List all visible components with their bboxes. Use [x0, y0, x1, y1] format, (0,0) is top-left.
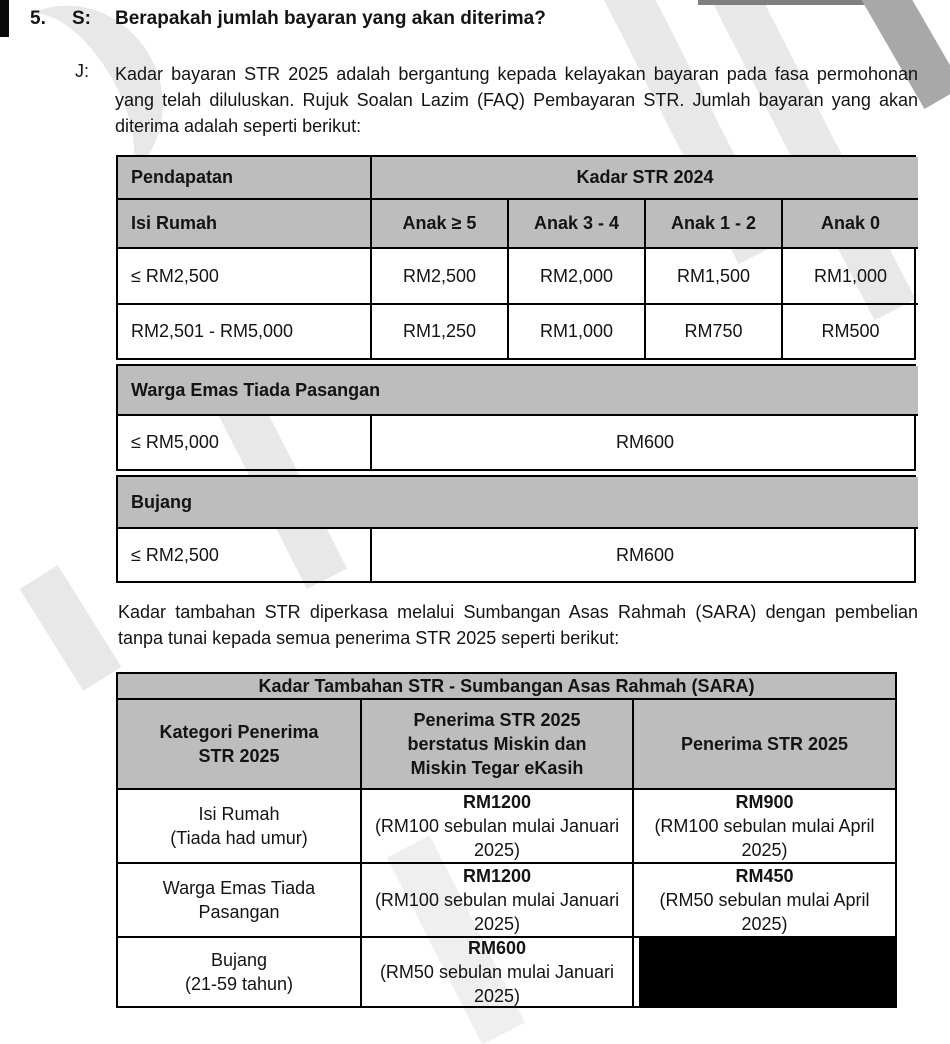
- table1-value-cell: RM1,250: [370, 303, 507, 358]
- table1-header-pendapatan: Pendapatan: [118, 157, 370, 198]
- question-text: Berapakah jumlah bayaran yang akan diterima?: [115, 8, 546, 29]
- table2-category-cell: [118, 788, 360, 862]
- redaction-box: [639, 938, 897, 1008]
- table2-header-ekasih: Penerima STR 2025 berstatus Miskin dan Miskin Tegar eKasih: [360, 698, 632, 788]
- table1-header-kadar: Kadar STR 2024: [370, 157, 918, 198]
- table1-income-cell: ≤ RM2,500: [118, 247, 370, 303]
- answer-label: J:: [75, 61, 90, 81]
- table1-income-cell: RM2,501 - RM5,000: [118, 303, 370, 358]
- item-number: 5.: [30, 8, 46, 29]
- amount-note: (RM50 sebulan mulai April 2025): [659, 890, 870, 934]
- category-note: (21-59 tahun): [184, 974, 294, 994]
- amount-note: (RM50 sebulan mulai Januari 2025): [379, 962, 615, 1006]
- category-name: Bujang: [210, 950, 268, 970]
- table2-ekasih-cell: [360, 862, 632, 936]
- table1-value-cell: RM1,000: [781, 247, 918, 303]
- table1-value-cell: RM750: [644, 303, 781, 358]
- sara-intro-text: Kadar tambahan STR diperkasa melalui Sumbangan Asas Rahmah (SARA) dengan pembelian tanpa tunai kepada semua penerima STR 2025 seperti berikut:: [118, 602, 918, 648]
- table2-header-category: Kategori Penerima STR 2025: [118, 698, 360, 788]
- table1-subheader-isi-rumah: Isi Rumah: [118, 198, 370, 247]
- table1-income-cell: ≤ RM5,000: [118, 414, 370, 469]
- table2-all-cell: [632, 788, 895, 862]
- table2-header-all: Penerima STR 2025: [632, 698, 895, 788]
- table1-value-cell: RM600: [370, 527, 918, 581]
- table1-value-cell: RM2,500: [370, 247, 507, 303]
- str-2024-rate-table: [116, 155, 916, 583]
- table1-value-cell: RM1,000: [507, 303, 644, 358]
- table1-value-cell: RM600: [370, 414, 918, 469]
- table2-category-cell: [118, 862, 360, 936]
- table2-redacted-cell: [632, 936, 895, 1006]
- amount: RM450: [735, 866, 794, 886]
- table2-ekasih-cell: [360, 936, 632, 1006]
- amount: RM900: [735, 792, 794, 812]
- table1-value-cell: RM2,000: [507, 247, 644, 303]
- table2-category-cell: [118, 936, 360, 1006]
- answer-text: Kadar bayaran STR 2025 adalah bergantung kepada kelayakan bayaran pada fasa permohonan yang telah diluluskan. Rujuk Soalan Lazim (FAQ) Pembayaran STR. Jumlah bayaran yang akan diterima adalah seperti berikut:: [115, 64, 918, 136]
- table1-main-block: [116, 155, 916, 360]
- amount-note: (RM100 sebulan mulai Januari 2025): [374, 816, 620, 860]
- table2-title: Kadar Tambahan STR - Sumbangan Asas Rahmah (SARA): [118, 674, 895, 698]
- category-name: Isi Rumah: [198, 804, 280, 824]
- question-label: S:: [72, 8, 91, 29]
- table2-all-cell: [632, 862, 895, 936]
- amount: RM600: [467, 938, 527, 958]
- table1-subheader-anak5: Anak ≥ 5: [370, 198, 507, 247]
- category-note: (Tiada had umur): [170, 828, 308, 848]
- table1-subheader-anak34: Anak 3 - 4: [507, 198, 644, 247]
- table1-section-title: Bujang: [118, 477, 918, 527]
- table1-subheader-anak0: Anak 0: [781, 198, 918, 247]
- amount: RM1200: [462, 866, 532, 886]
- table1-value-cell: RM1,500: [644, 247, 781, 303]
- table1-section-title: Warga Emas Tiada Pasangan: [118, 366, 918, 414]
- amount-note: (RM100 sebulan mulai April 2025): [654, 816, 875, 860]
- table1-warga-emas-block: [116, 364, 916, 471]
- table1-value-cell: RM500: [781, 303, 918, 358]
- amount: RM1200: [462, 792, 532, 812]
- amount-note: (RM100 sebulan mulai Januari 2025): [374, 890, 620, 934]
- table2-ekasih-cell: [360, 788, 632, 862]
- category-name: Warga Emas Tiada Pasangan: [162, 878, 316, 922]
- table1-income-cell: ≤ RM2,500: [118, 527, 370, 581]
- table1-subheader-anak12: Anak 1 - 2: [644, 198, 781, 247]
- sara-rate-table: [116, 672, 897, 1008]
- table1-bujang-block: [116, 475, 916, 583]
